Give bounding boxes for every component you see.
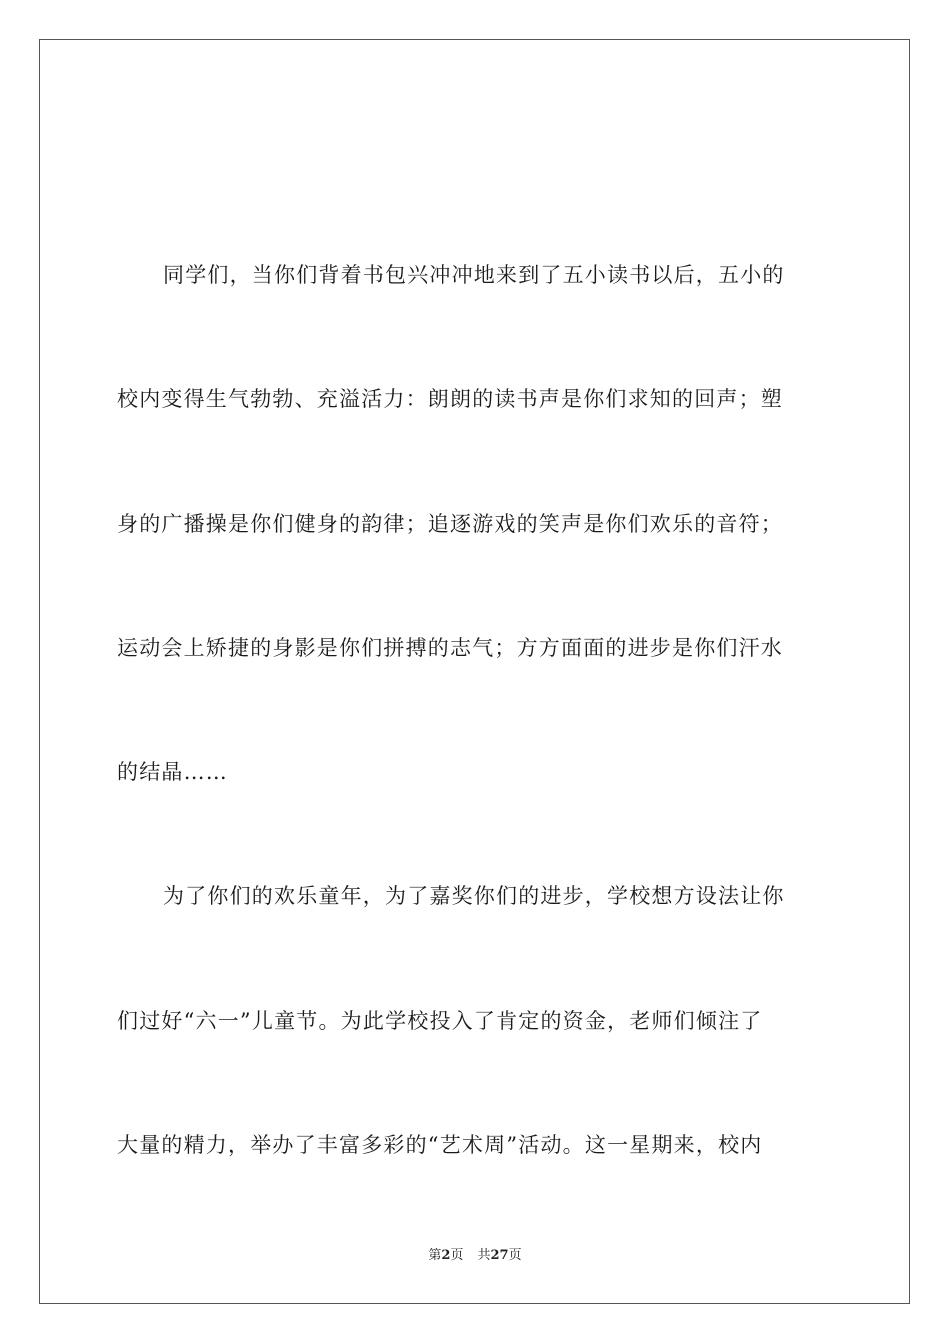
page-border — [39, 39, 910, 1304]
page-footer — [0, 1248, 950, 1264]
page-number: 2 — [441, 1248, 451, 1263]
total-prefix: 共 — [477, 1248, 491, 1263]
page-prefix: 第 — [428, 1248, 442, 1263]
total-pages: 27 — [490, 1248, 509, 1263]
paragraph-1-line-5: 的结晶…… — [117, 760, 228, 784]
paragraph-1-line-4: 运动会上矫捷的身影是你们拼搏的志气；方方面面的进步是你们汗水 — [117, 636, 783, 660]
paragraph-2-line-1: 为了你们的欢乐童年，为了嘉奖你们的进步，学校想方设法让你 — [163, 884, 785, 908]
paragraph-2-line-3: 大量的精力，举办了丰富多彩的“艺术周”活动。这一星期来，校内 — [117, 1133, 763, 1157]
paragraph-1-line-2: 校内变得生气勃勃、充溢活力：朗朗的读书声是你们求知的回声；塑 — [117, 387, 783, 411]
paragraph-1-line-1: 同学们，当你们背着书包兴冲冲地来到了五小读书以后，五小的 — [163, 263, 785, 287]
paragraph-1-line-3: 身的广播操是你们健身的韵律；追逐游戏的笑声是你们欢乐的音符； — [117, 512, 783, 536]
total-suffix: 页 — [508, 1248, 522, 1263]
paragraph-2-line-2: 们过好“六一”儿童节。为此学校投入了肯定的资金，老师们倾注了 — [117, 1009, 763, 1033]
page-suffix: 页 — [450, 1248, 464, 1263]
